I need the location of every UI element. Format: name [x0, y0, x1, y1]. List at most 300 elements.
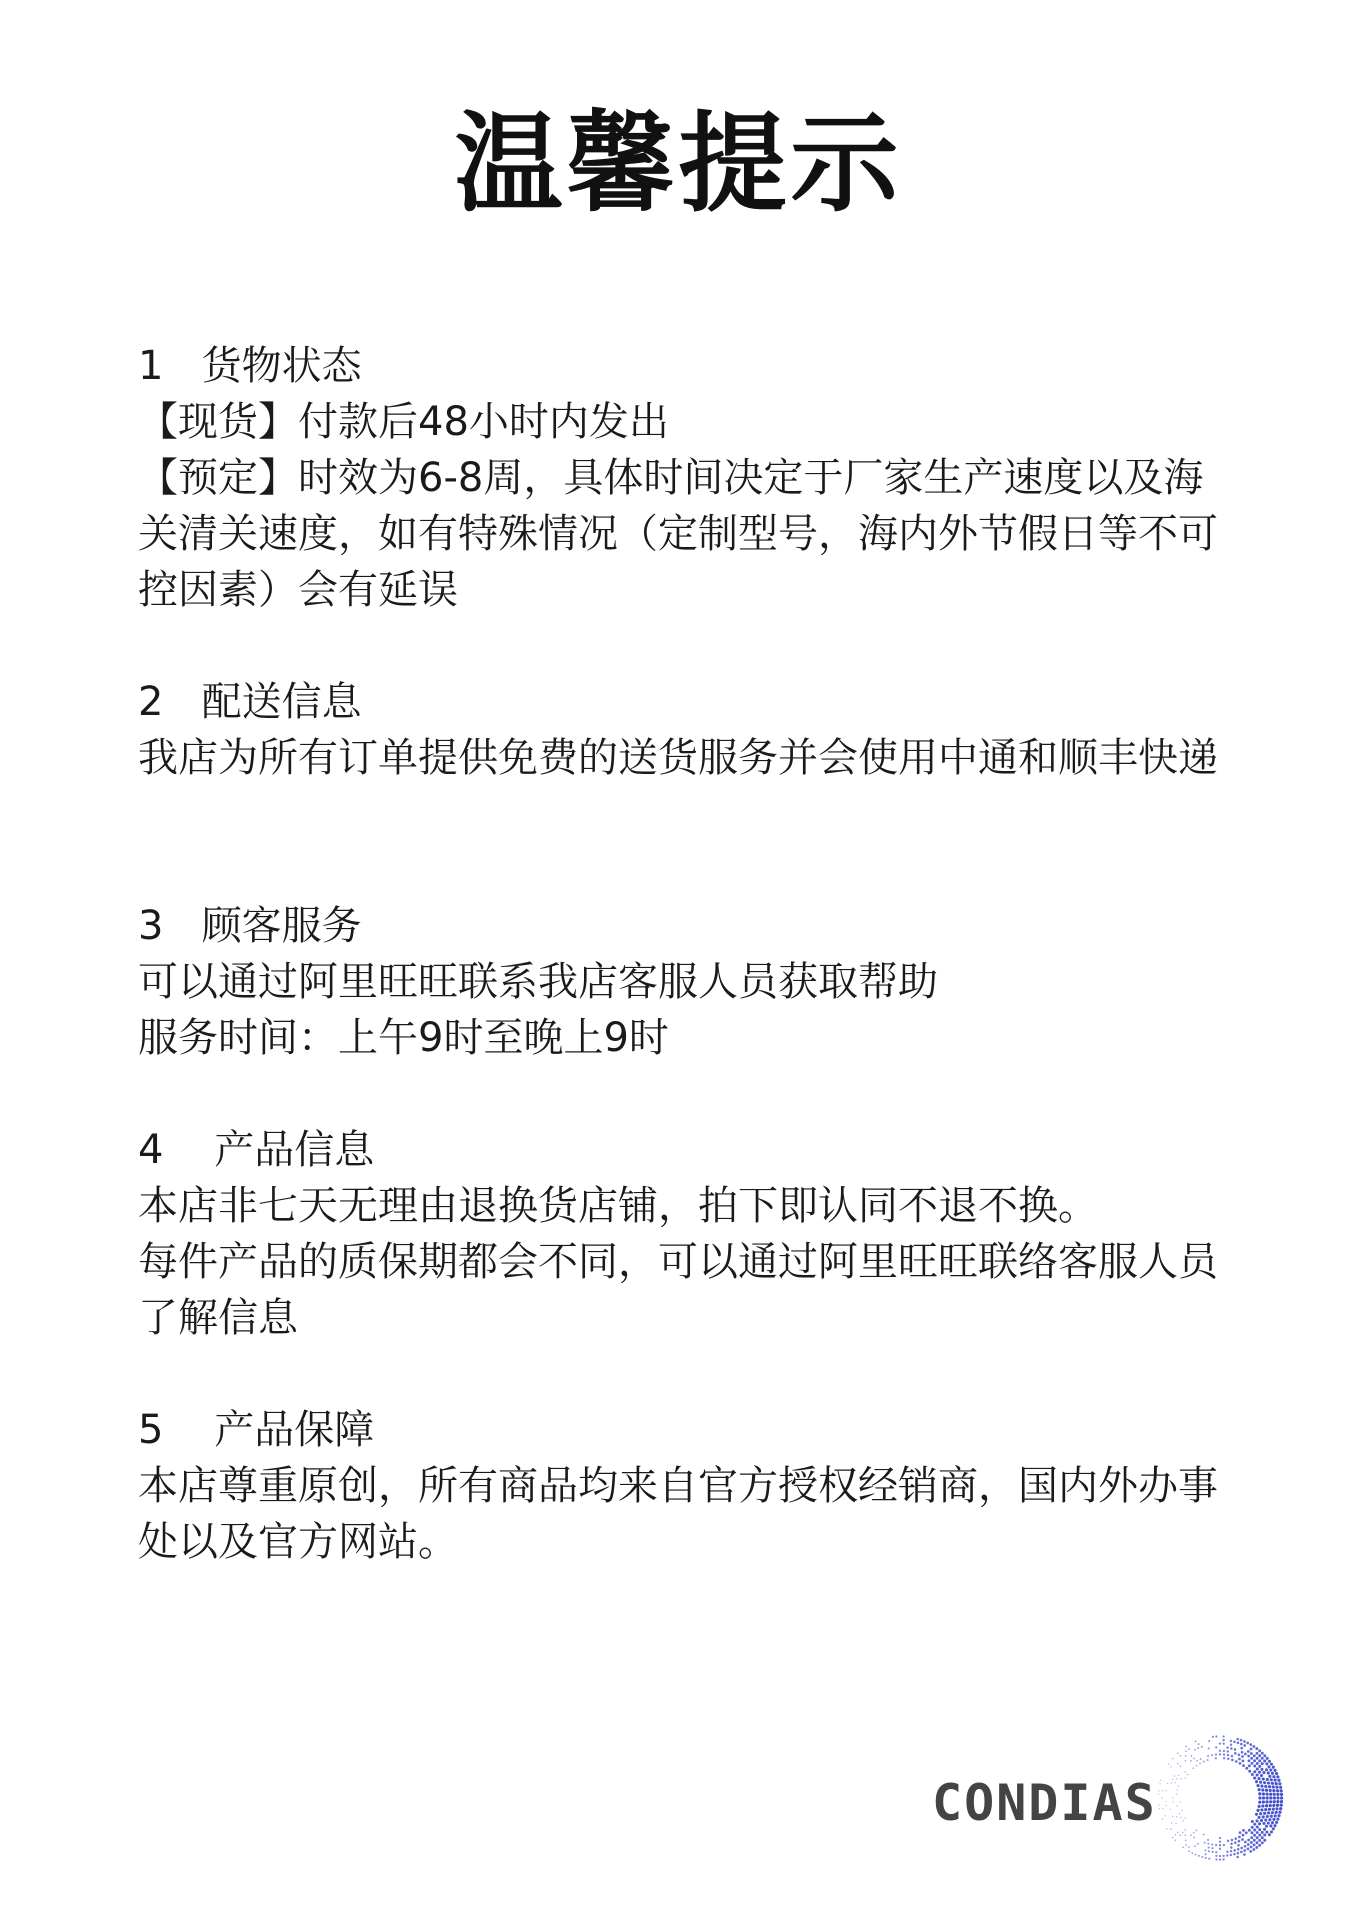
- logo-dot: [1253, 1770, 1256, 1773]
- logo-dot: [1185, 1817, 1187, 1819]
- logo-dot: [1166, 1828, 1168, 1830]
- logo-dot: [1222, 1735, 1224, 1737]
- logo-dot: [1185, 1750, 1187, 1752]
- logo-dot: [1237, 1742, 1240, 1745]
- logo-dot: [1185, 1834, 1187, 1836]
- logo-dot: [1162, 1790, 1163, 1791]
- logo-dot: [1233, 1741, 1236, 1744]
- logo-dot: [1258, 1765, 1261, 1768]
- logo-dot: [1253, 1754, 1256, 1757]
- section-product-guarantee: [138, 1402, 1228, 1570]
- logo-dot: [1264, 1785, 1267, 1788]
- logo-dot: [1272, 1807, 1275, 1810]
- logo-dot: [1253, 1834, 1256, 1837]
- logo-dot: [1261, 1804, 1264, 1807]
- logo-dot: [1267, 1771, 1270, 1774]
- logo-dot: [1175, 1834, 1177, 1836]
- logo-dot: [1238, 1753, 1241, 1756]
- logo-dot: [1258, 1828, 1261, 1831]
- logo-dot: [1268, 1760, 1271, 1763]
- logo-dot: [1260, 1784, 1263, 1787]
- logo-dot: [1215, 1735, 1217, 1737]
- logo-dot: [1262, 1777, 1265, 1780]
- logo-dot: [1247, 1843, 1250, 1846]
- logo-dot: [1239, 1831, 1242, 1834]
- logo-dot: [1276, 1789, 1279, 1792]
- logo-dot: [1227, 1754, 1229, 1756]
- logo-dot: [1237, 1844, 1240, 1847]
- logo-dot: [1272, 1818, 1275, 1821]
- section-goods-status: [138, 338, 1228, 618]
- logo-dot: [1215, 1855, 1217, 1857]
- logo-dot: [1236, 1738, 1239, 1741]
- logo-dot: [1222, 1855, 1224, 1857]
- logo-dot: [1234, 1841, 1237, 1844]
- logo-dot: [1270, 1778, 1273, 1781]
- section-heading: 5 产品保障: [138, 1407, 375, 1453]
- logo-dot: [1208, 1858, 1210, 1860]
- logo-dot: [1205, 1853, 1207, 1855]
- logo-dot: [1240, 1851, 1243, 1854]
- logo-dot: [1258, 1754, 1261, 1757]
- logo-dot: [1159, 1783, 1160, 1784]
- dotted-circle-logo-icon: [1158, 1728, 1288, 1868]
- logo-dot: [1280, 1789, 1283, 1792]
- logo-dot: [1271, 1821, 1274, 1824]
- logo-dot: [1219, 1844, 1221, 1846]
- section-line: 本店非七天无理由退换货店铺，拍下即认同不退不换。: [138, 1183, 1098, 1229]
- logo-dot: [1201, 1746, 1203, 1748]
- logo-dot: [1244, 1841, 1247, 1844]
- section-line: 了解信息: [138, 1295, 298, 1341]
- section-line: 可以通过阿里旺旺联系我店客服人员获取帮助: [138, 959, 938, 1005]
- section-line: 【现货】付款后48小时内发出: [138, 399, 669, 445]
- logo-dot: [1190, 1834, 1192, 1836]
- logo-dot: [1272, 1804, 1275, 1807]
- logo-dot: [1258, 1759, 1261, 1762]
- logo-dot: [1162, 1808, 1163, 1809]
- logo-dot: [1261, 1762, 1264, 1765]
- logo-dot: [1256, 1819, 1259, 1822]
- logo-dot: [1261, 1788, 1264, 1791]
- logo-dot: [1258, 1834, 1261, 1837]
- section-line: 本店尊重原创，所有商品均来自官方授权经销商，国内外办事: [138, 1463, 1218, 1509]
- logo-dot: [1199, 1762, 1201, 1764]
- logo-dot: [1252, 1848, 1255, 1851]
- logo-dot: [1253, 1844, 1256, 1847]
- logo-dot: [1234, 1752, 1237, 1755]
- logo-dot: [1208, 1740, 1210, 1742]
- logo-dot: [1270, 1830, 1273, 1833]
- logo-dot: [1258, 1749, 1261, 1752]
- brand-logo: [918, 1720, 1298, 1880]
- logo-dot: [1215, 1746, 1217, 1748]
- logo-dot: [1278, 1811, 1281, 1814]
- logo-dot: [1195, 1740, 1197, 1742]
- logo-dot: [1275, 1821, 1278, 1824]
- logo-dot: [1256, 1836, 1259, 1839]
- logo-dot: [1263, 1781, 1266, 1784]
- logo-dot: [1179, 1813, 1180, 1814]
- logo-dot: [1198, 1855, 1200, 1857]
- logo-dot: [1269, 1793, 1272, 1796]
- logo-dot: [1250, 1748, 1253, 1751]
- logo-dot: [1247, 1839, 1250, 1842]
- logo-dot: [1182, 1820, 1184, 1822]
- logo-dot: [1237, 1852, 1240, 1855]
- logo-dot: [1184, 1829, 1186, 1831]
- logo-dot: [1230, 1747, 1233, 1750]
- logo-dot: [1177, 1785, 1178, 1786]
- logo-dot: [1165, 1805, 1166, 1806]
- logo-dot: [1258, 1796, 1261, 1799]
- logo-dot: [1180, 1817, 1182, 1819]
- logo-dot: [1266, 1757, 1269, 1760]
- logo-dot: [1240, 1739, 1243, 1742]
- logo-dot: [1259, 1812, 1262, 1815]
- logo-dot: [1170, 1809, 1171, 1810]
- logo-dot: [1215, 1753, 1217, 1755]
- logo-dot: [1223, 1750, 1225, 1752]
- logo-dot: [1280, 1793, 1283, 1796]
- logo-dot: [1234, 1837, 1237, 1840]
- logo-dot: [1250, 1757, 1253, 1760]
- logo-dot: [1172, 1758, 1174, 1760]
- logo-dot: [1196, 1760, 1198, 1762]
- logo-dot: [1258, 1771, 1261, 1774]
- logo-dot: [1250, 1846, 1253, 1849]
- logo-dot: [1261, 1752, 1264, 1755]
- logo-dot: [1270, 1815, 1273, 1818]
- logo-dot: [1174, 1839, 1176, 1841]
- logo-dot: [1249, 1850, 1252, 1853]
- logo-dot: [1227, 1750, 1229, 1752]
- logo-dot: [1276, 1818, 1279, 1821]
- logo-dot: [1258, 1801, 1261, 1804]
- logo-dot: [1272, 1789, 1275, 1792]
- logo-dot: [1269, 1789, 1272, 1792]
- logo-dot: [1172, 1797, 1173, 1798]
- logo-dot: [1276, 1775, 1279, 1778]
- logo-dot: [1256, 1752, 1259, 1755]
- logo-dot: [1259, 1781, 1262, 1784]
- logo-dot: [1176, 1778, 1177, 1779]
- logo-dot: [1265, 1793, 1268, 1796]
- logo-dot: [1219, 1840, 1221, 1842]
- logo-dot: [1247, 1750, 1250, 1753]
- logo-dot: [1242, 1764, 1245, 1767]
- logo-dot: [1271, 1811, 1274, 1814]
- logo-dot: [1223, 1753, 1225, 1755]
- logo-dot: [1247, 1847, 1250, 1850]
- logo-dot: [1255, 1747, 1258, 1750]
- logo-dot: [1230, 1740, 1232, 1742]
- logo-dot: [1194, 1845, 1196, 1847]
- logo-dot: [1268, 1833, 1271, 1836]
- logo-dot: [1172, 1837, 1174, 1839]
- logo-dot: [1256, 1784, 1259, 1787]
- logo-dot: [1219, 1855, 1221, 1857]
- logo-dot: [1252, 1745, 1255, 1748]
- logo-dot: [1193, 1758, 1195, 1760]
- logo-dot: [1256, 1809, 1259, 1812]
- logo-dot: [1280, 1796, 1283, 1799]
- logo-dot: [1262, 1800, 1265, 1803]
- logo-dot: [1261, 1757, 1264, 1760]
- logo-dot: [1263, 1760, 1266, 1763]
- logo-dot: [1262, 1771, 1265, 1774]
- logo-dot: [1205, 1857, 1207, 1859]
- logo-dot: [1277, 1779, 1280, 1782]
- logo-dot: [1271, 1782, 1274, 1785]
- logo-dot: [1248, 1759, 1251, 1762]
- logo-dot: [1185, 1755, 1187, 1757]
- logo-dot: [1185, 1839, 1187, 1841]
- logo-dot: [1249, 1743, 1252, 1746]
- logo-dot: [1277, 1814, 1280, 1817]
- logo-dot: [1260, 1819, 1263, 1822]
- logo-dot: [1187, 1774, 1189, 1776]
- logo-dot: [1265, 1768, 1268, 1771]
- logo-dot: [1251, 1762, 1254, 1765]
- section-heading: 1 货物状态: [138, 343, 362, 389]
- logo-dot: [1244, 1753, 1247, 1756]
- logo-dot: [1191, 1852, 1193, 1854]
- logo-dot: [1241, 1755, 1244, 1758]
- logo-dot: [1241, 1838, 1244, 1841]
- logo-dot: [1265, 1789, 1268, 1792]
- logo-dot: [1227, 1758, 1229, 1760]
- logo-dot: [1261, 1836, 1264, 1839]
- logo-dot: [1176, 1805, 1177, 1806]
- logo-dot: [1265, 1804, 1268, 1807]
- logo-dot: [1211, 1843, 1213, 1845]
- logo-dot: [1272, 1827, 1275, 1830]
- notice-content: [138, 338, 1228, 1570]
- logo-dot: [1230, 1850, 1232, 1852]
- logo-dot: [1258, 1844, 1261, 1847]
- logo-dot: [1269, 1800, 1272, 1803]
- logo-dot: [1241, 1751, 1244, 1754]
- logo-dot: [1264, 1808, 1267, 1811]
- logo-dot: [1270, 1763, 1273, 1766]
- logo-dot: [1240, 1743, 1243, 1746]
- logo-dot: [1207, 1839, 1209, 1841]
- logo-dot: [1251, 1831, 1254, 1834]
- logo-dot: [1219, 1753, 1221, 1755]
- logo-dot: [1184, 1771, 1186, 1773]
- logo-dot: [1237, 1848, 1240, 1851]
- section-heading: 4 产品信息: [138, 1127, 375, 1173]
- logo-dot: [1171, 1782, 1172, 1783]
- logo-dot: [1230, 1846, 1233, 1849]
- logo-dot: [1170, 1828, 1172, 1830]
- logo-dot: [1256, 1841, 1259, 1844]
- logo-dot: [1269, 1824, 1272, 1827]
- logo-dot: [1263, 1839, 1266, 1842]
- logo-dot: [1223, 1757, 1225, 1759]
- logo-dot: [1211, 1847, 1213, 1849]
- logo-dot: [1260, 1768, 1263, 1771]
- logo-dot: [1248, 1770, 1251, 1773]
- spacer: [138, 786, 1228, 898]
- section-heading: 2 配送信息: [138, 679, 362, 725]
- logo-dot: [1204, 1849, 1206, 1851]
- logo-dot: [1265, 1762, 1268, 1765]
- logo-dot: [1231, 1839, 1234, 1842]
- logo-dot: [1171, 1822, 1173, 1824]
- logo-dot: [1243, 1744, 1246, 1747]
- logo-dot: [1182, 1847, 1184, 1849]
- logo-dot: [1208, 1747, 1210, 1749]
- logo-dot: [1250, 1841, 1253, 1844]
- logo-dot: [1240, 1747, 1243, 1750]
- logo-dot: [1267, 1781, 1270, 1784]
- logo-dot: [1204, 1842, 1206, 1844]
- logo-dot: [1231, 1755, 1234, 1758]
- logo-dot: [1190, 1755, 1192, 1757]
- section-product-info: [138, 1122, 1228, 1346]
- logo-dot: [1260, 1774, 1263, 1777]
- logo-dot: [1207, 1843, 1209, 1845]
- spacer: [138, 618, 1228, 674]
- logo-dot: [1172, 1779, 1173, 1780]
- logo-dot: [1253, 1765, 1256, 1768]
- logo-dot: [1238, 1836, 1241, 1839]
- logo-dot: [1268, 1785, 1271, 1788]
- section-line: 每件产品的质保期都会不同，可以通过阿里旺旺联络客服人员: [138, 1239, 1218, 1285]
- page-title: 温馨提示: [454, 102, 903, 227]
- logo-dot: [1272, 1766, 1275, 1769]
- logo-dot: [1197, 1843, 1199, 1845]
- logo-dot: [1226, 1747, 1228, 1749]
- logo-dot: [1279, 1807, 1282, 1810]
- logo-dot: [1268, 1808, 1271, 1811]
- logo-dot: [1246, 1742, 1249, 1745]
- logo-dot: [1265, 1800, 1268, 1803]
- logo-dot: [1208, 1850, 1210, 1852]
- section-line: 控因素）会有延误: [138, 567, 458, 613]
- logo-dot: [1196, 1765, 1198, 1767]
- logo-dot: [1219, 1750, 1221, 1752]
- logo-dot: [1269, 1804, 1272, 1807]
- logo-dot: [1248, 1764, 1251, 1767]
- logo-dot: [1255, 1813, 1258, 1816]
- logo-dot: [1185, 1760, 1187, 1762]
- section-delivery: [138, 674, 1228, 786]
- logo-dot: [1178, 1775, 1180, 1777]
- logo-dot: [1262, 1822, 1265, 1825]
- logo-dot: [1193, 1832, 1195, 1834]
- logo-dot: [1243, 1849, 1246, 1852]
- section-line: 处以及官方网站。: [138, 1519, 458, 1565]
- logo-dot: [1275, 1782, 1278, 1785]
- logo-dot: [1196, 1829, 1198, 1831]
- logo-dot: [1231, 1759, 1234, 1762]
- logo-dot: [1253, 1839, 1256, 1842]
- spacer: [138, 1066, 1228, 1122]
- logo-dot: [1256, 1768, 1259, 1771]
- logo-dot: [1223, 1844, 1225, 1846]
- logo-dot: [1263, 1828, 1266, 1831]
- logo-dot: [1256, 1774, 1259, 1777]
- logo-dot: [1255, 1780, 1258, 1783]
- logo-dot: [1280, 1804, 1283, 1807]
- logo-dot: [1235, 1760, 1238, 1763]
- logo-dot: [1257, 1777, 1260, 1780]
- logo-dot: [1253, 1759, 1256, 1762]
- logo-dot: [1222, 1858, 1224, 1860]
- logo-dot: [1185, 1777, 1187, 1779]
- logo-dot: [1273, 1793, 1276, 1796]
- logo-dot: [1258, 1788, 1261, 1791]
- logo-dot: [1275, 1807, 1278, 1810]
- logo-dot: [1179, 1755, 1181, 1757]
- logo-dot: [1267, 1811, 1270, 1814]
- logo-dot: [1180, 1801, 1181, 1802]
- section-customer-service: [138, 898, 1228, 1066]
- logo-dot: [1219, 1858, 1221, 1860]
- logo-dot: [1192, 1767, 1194, 1769]
- logo-dot: [1264, 1818, 1267, 1821]
- logo-dot: [1260, 1808, 1263, 1811]
- logo-dot: [1274, 1779, 1277, 1782]
- logo-dot: [1243, 1853, 1246, 1856]
- logo-dot: [1168, 1763, 1170, 1765]
- logo-dot: [1276, 1796, 1279, 1799]
- logo-dot: [1273, 1800, 1276, 1803]
- logo-dot: [1248, 1829, 1251, 1832]
- logo-dot: [1273, 1796, 1276, 1799]
- logo-dot: [1219, 1837, 1221, 1839]
- logo-dot: [1164, 1815, 1165, 1816]
- logo-text: CONDIAS: [932, 1774, 1157, 1832]
- logo-dot: [1226, 1851, 1228, 1853]
- logo-dot: [1263, 1812, 1266, 1815]
- logo-dot: [1261, 1831, 1264, 1834]
- logo-dot: [1208, 1846, 1210, 1848]
- logo-dot: [1188, 1846, 1190, 1848]
- logo-dot: [1258, 1805, 1261, 1808]
- logo-dot: [1239, 1762, 1242, 1765]
- logo-dot: [1256, 1757, 1259, 1760]
- logo-dot: [1242, 1829, 1245, 1832]
- logo-dot: [1176, 1793, 1177, 1794]
- logo-dot: [1245, 1831, 1248, 1834]
- logo-dot: [1160, 1780, 1161, 1781]
- logo-dot: [1275, 1772, 1278, 1775]
- logo-dot: [1256, 1825, 1259, 1828]
- logo-dot: [1250, 1836, 1253, 1839]
- logo-dot: [1158, 1794, 1159, 1795]
- section-line: 我店为所有订单提供免费的送货服务并会使用中通和顺丰快递: [138, 735, 1218, 781]
- logo-dot: [1236, 1856, 1239, 1859]
- logo-dot: [1212, 1851, 1214, 1853]
- logo-dot: [1274, 1824, 1277, 1827]
- logo-dot: [1271, 1772, 1274, 1775]
- logo-dot: [1240, 1847, 1243, 1850]
- logo-dot: [1179, 1834, 1181, 1836]
- logo-dot: [1233, 1849, 1236, 1852]
- logo-dot: [1203, 1760, 1205, 1762]
- logo-dot: [1227, 1840, 1229, 1842]
- section-line: 【预定】时效为6-8周，具体时间决定于厂家生产速度以及海: [138, 455, 1204, 501]
- logo-dot: [1176, 1789, 1177, 1790]
- logo-dot: [1244, 1845, 1247, 1848]
- logo-dot: [1212, 1736, 1214, 1738]
- logo-dot: [1194, 1749, 1196, 1751]
- logo-dot: [1165, 1801, 1166, 1802]
